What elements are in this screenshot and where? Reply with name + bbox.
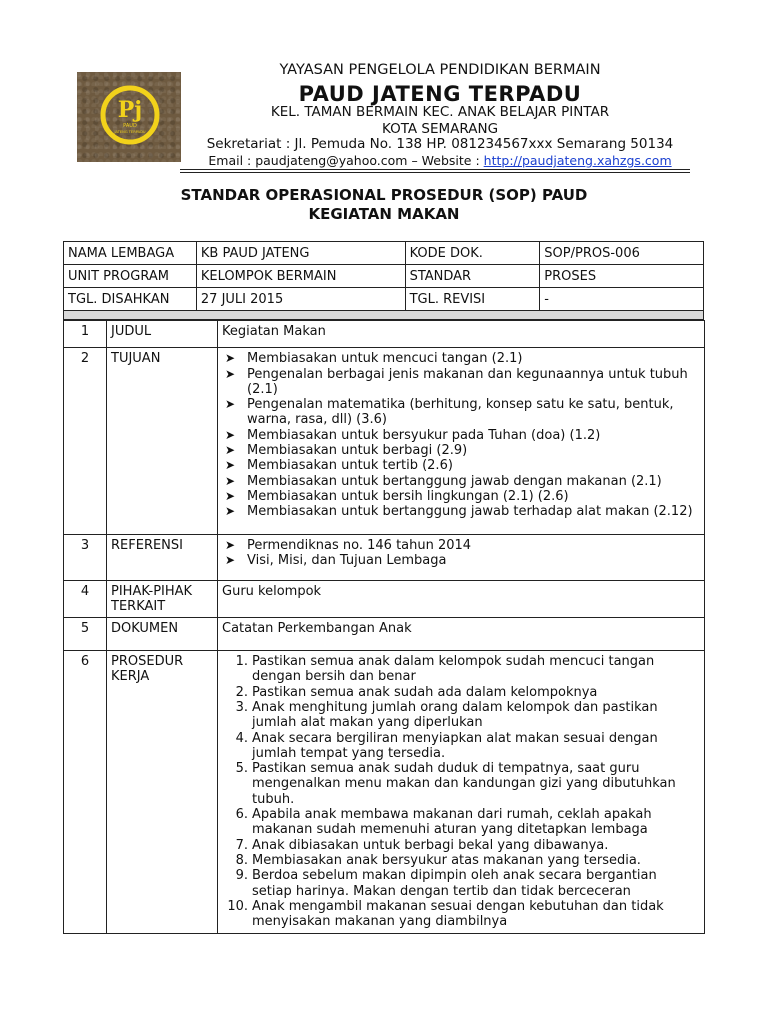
- document-title: STANDAR OPERASIONAL PROSEDUR (SOP) PAUD: [180, 186, 588, 204]
- list-item: [222, 899, 700, 930]
- info-row: [64, 265, 704, 288]
- list-item-text: Membiasakan untuk tertib (2.6): [247, 458, 453, 474]
- section-row: [64, 617, 705, 650]
- website-link[interactable]: http://paudjateng.xahzgs.com: [483, 153, 672, 168]
- info-label: UNIT PROGRAM: [64, 265, 197, 288]
- contact-email: Email : paudjateng@yahoo.com – Website :: [208, 153, 484, 168]
- contact-line: [190, 153, 690, 168]
- list-item-text: Membiasakan untuk bersih lingkungan (2.1) (2.6): [247, 488, 569, 504]
- section-label: PROSEDUR KERJA: [107, 651, 218, 934]
- arrow-bullet-icon: ➤: [225, 397, 236, 412]
- section-row: [64, 581, 705, 618]
- list-number: 4.: [235, 730, 248, 746]
- list-item-text: Membiasakan untuk bertanggung jawab terhadap alat makan (2.12): [247, 504, 693, 520]
- info-value: SOP/PROS-006: [540, 242, 704, 265]
- list-item: [222, 731, 700, 762]
- section-row: [64, 651, 705, 934]
- list-item-text: Pengenalan matematika (berhitung, konsep satu ke satu, bentuk, warna, rasa, dll) (3.6): [247, 397, 674, 428]
- section-content: [218, 348, 705, 534]
- list-item: [222, 489, 700, 504]
- list-number: 7.: [235, 837, 248, 853]
- list-item: [222, 397, 700, 428]
- header-divider: [180, 169, 690, 170]
- list-number: 5.: [235, 761, 248, 777]
- section-label: PIHAK-PIHAK TERKAIT: [107, 581, 218, 618]
- info-value: KELOMPOK BERMAIN: [196, 265, 405, 288]
- foundation-name: YAYASAN PENGELOLA PENDIDIKAN BERMAIN: [279, 62, 601, 78]
- list-item: [222, 474, 700, 489]
- info-value: KB PAUD JATENG: [196, 242, 405, 265]
- arrow-bullet-icon: ➤: [225, 473, 236, 488]
- section-content: Kegiatan Makan: [218, 321, 705, 348]
- section-number: 6: [64, 651, 107, 934]
- section-content: Catatan Perkembangan Anak: [218, 617, 705, 650]
- bullet-list: [222, 538, 700, 569]
- list-item: [222, 553, 700, 568]
- info-value: PROSES: [540, 265, 704, 288]
- list-item-text: Pengenalan berbagai jenis makanan dan kegunaannya untuk tubuh (2.1): [247, 366, 688, 397]
- info-value: 27 JULI 2015: [196, 288, 405, 311]
- arrow-bullet-icon: ➤: [225, 504, 236, 519]
- document-subtitle: KEGIATAN MAKAN: [308, 205, 460, 223]
- list-item: [222, 700, 700, 731]
- list-item-text: Visi, Misi, dan Tujuan Lembaga: [247, 552, 447, 568]
- school-area: KEL. TAMAN BERMAIN KEC. ANAK BELAJAR PINTAR: [270, 104, 610, 120]
- list-number: 9.: [235, 868, 248, 884]
- info-value: -: [540, 288, 704, 311]
- list-number: 10.: [227, 898, 248, 914]
- school-name: PAUD JATENG TERPADU: [298, 82, 582, 106]
- info-row: [64, 242, 704, 265]
- info-label: STANDAR: [405, 265, 540, 288]
- list-item-text: Berdoa sebelum makan dipimpin oleh anak secara bergantian setiap harinya. Makan dengan tertib dan tidak berceceran: [252, 868, 657, 899]
- list-number: 6.: [235, 807, 248, 823]
- svg-text:Pj: Pj: [117, 97, 143, 123]
- section-content: [218, 651, 705, 934]
- arrow-bullet-icon: ➤: [225, 366, 236, 381]
- sop-content-table: [63, 320, 705, 934]
- organization-logo: [77, 72, 181, 162]
- list-item: [222, 761, 700, 807]
- info-label: NAMA LEMBAGA: [64, 242, 197, 265]
- bullet-list: [222, 351, 700, 519]
- list-item: [222, 654, 700, 685]
- list-item-text: Pastikan semua anak sudah ada dalam kelompoknya: [252, 684, 598, 700]
- arrow-bullet-icon: ➤: [225, 458, 236, 473]
- section-content: [218, 534, 705, 581]
- section-number: 4: [64, 581, 107, 618]
- list-item-text: Permendiknas no. 146 tahun 2014: [247, 537, 472, 553]
- section-content: Guru kelompok: [218, 581, 705, 618]
- document-info-table: [63, 241, 704, 320]
- arrow-bullet-icon: ➤: [225, 537, 236, 552]
- list-item: [222, 838, 700, 853]
- list-item-text: Membiasakan untuk mencuci tangan (2.1): [247, 351, 523, 367]
- list-item-text: Membiasakan untuk bersyukur pada Tuhan (doa) (1.2): [247, 427, 601, 443]
- list-number: 8.: [235, 852, 248, 868]
- arrow-bullet-icon: ➤: [225, 351, 236, 366]
- logo-emblem-icon: [99, 84, 161, 146]
- section-row: [64, 534, 705, 581]
- list-item: [222, 367, 700, 398]
- arrow-bullet-icon: ➤: [225, 427, 236, 442]
- list-item-text: Membiasakan anak bersyukur atas makanan yang tersedia.: [252, 852, 641, 868]
- list-item: [222, 538, 700, 553]
- section-row: [64, 321, 705, 348]
- svg-text:JATENG TERPADU: JATENG TERPADU: [114, 130, 146, 134]
- list-number: 2.: [235, 684, 248, 700]
- shaded-separator-row: [64, 311, 704, 320]
- shaded-separator-cell: [64, 311, 704, 320]
- list-item-text: Pastikan semua anak dalam kelompok sudah mencuci tangan dengan bersih dan benar: [252, 654, 655, 685]
- arrow-bullet-icon: ➤: [225, 488, 236, 503]
- list-item: [222, 351, 700, 366]
- list-item: [222, 807, 700, 838]
- school-city: KOTA SEMARANG: [381, 121, 499, 137]
- section-number: 5: [64, 617, 107, 650]
- arrow-bullet-icon: ➤: [225, 552, 236, 567]
- list-item: [222, 853, 700, 868]
- list-item-text: Pastikan semua anak sudah duduk di tempatnya, saat guru mengenalkan menu makan dan kandungan gizi yang dibutuhkan tubuh.: [252, 761, 676, 807]
- list-item: [222, 443, 700, 458]
- list-item: [222, 685, 700, 700]
- info-label: TGL. DISAHKAN: [64, 288, 197, 311]
- list-item-text: Anak menghitung jumlah orang dalam kelompok dan pastikan jumlah alat makan yang diperlukan: [252, 699, 658, 731]
- list-number: 1.: [235, 654, 248, 670]
- list-item-text: Apabila anak membawa makanan dari rumah, ceklah apakah makanan sudah memenuhi aturan yang ditetapkan lembaga: [252, 807, 652, 838]
- list-item-text: Membiasakan untuk bertanggung jawab dengan makanan (2.1): [247, 473, 662, 489]
- secretariat-address: Sekretariat : Jl. Pemuda No. 138 HP. 081234567xxx Semarang 50134: [206, 136, 674, 152]
- list-item-text: Anak mengambil makanan sesuai dengan kebutuhan dan tidak menyisakan makanan yang diambilnya: [252, 898, 664, 930]
- list-item-text: Membiasakan untuk berbagi (2.9): [247, 443, 468, 459]
- list-item-text: Anak secara bergiliran menyiapkan alat makan sesuai dengan jumlah tempat yang tersedia.: [252, 730, 658, 761]
- section-label: JUDUL: [107, 321, 218, 348]
- list-item: [222, 428, 700, 443]
- section-label: TUJUAN: [107, 348, 218, 534]
- info-row: [64, 288, 704, 311]
- list-item: [222, 504, 700, 519]
- numbered-list: [222, 654, 700, 929]
- section-number: 3: [64, 534, 107, 581]
- info-label: KODE DOK.: [405, 242, 540, 265]
- list-item: [222, 458, 700, 473]
- arrow-bullet-icon: ➤: [225, 443, 236, 458]
- list-number: 3.: [235, 699, 248, 715]
- section-number: 1: [64, 321, 107, 348]
- section-number: 2: [64, 348, 107, 534]
- section-row: [64, 348, 705, 534]
- section-label: REFERENSI: [107, 534, 218, 581]
- info-label: TGL. REVISI: [405, 288, 540, 311]
- svg-text:PAUD: PAUD: [123, 123, 137, 129]
- list-item-text: Anak dibiasakan untuk berbagi bekal yang dibawanya.: [252, 837, 609, 853]
- list-item: [222, 868, 700, 899]
- header-divider-secondary: [180, 172, 690, 173]
- section-label: DOKUMEN: [107, 617, 218, 650]
